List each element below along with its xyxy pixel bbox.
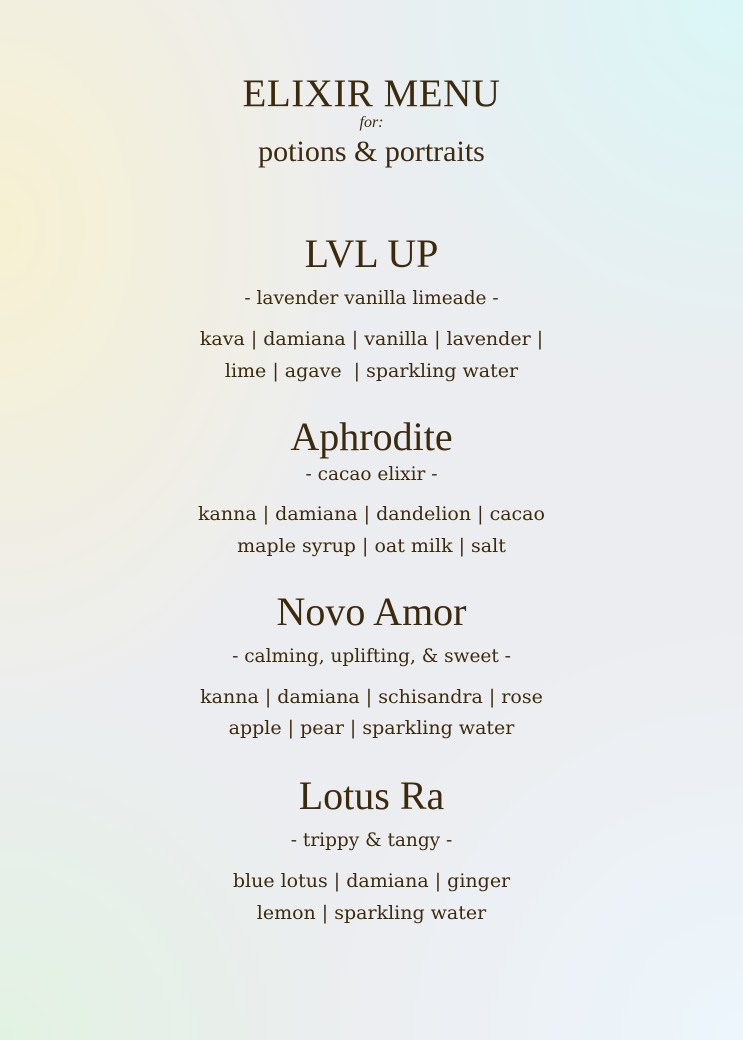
menu-subtitle: potions & portraits	[258, 135, 485, 168]
drink-ingredients-line1-lvl-up: kava | damiana | vanilla | lavender |	[199, 328, 544, 350]
drink-ingredients-line2-lotus-ra: lemon | sparkling water	[256, 902, 487, 924]
drink-name-lvl-up: LVL UP	[304, 231, 439, 276]
drink-ingredients-line1-aphrodite: kanna | damiana | dandelion | cacao	[198, 503, 545, 525]
drink-ingredients-line2-aphrodite: maple syrup | oat milk | salt	[237, 535, 506, 557]
menu-for-label: for:	[359, 114, 384, 131]
drink-description-novo-amor: - calming, uplifting, & sweet -	[232, 646, 511, 667]
drink-name-novo-amor: Novo Amor	[276, 589, 467, 634]
menu-title: ELIXIR MENU	[242, 72, 501, 115]
drink-ingredients-line2-lvl-up: lime | agave | sparkling water	[224, 360, 519, 382]
drink-description-lvl-up: - lavender vanilla limeade -	[244, 288, 499, 309]
drink-ingredients-line1-novo-amor: kanna | damiana | schisandra | rose	[200, 686, 543, 708]
drink-description-lotus-ra: - trippy & tangy -	[290, 830, 453, 851]
drink-ingredients-line1-lotus-ra: blue lotus | damiana | ginger	[232, 870, 511, 892]
drink-description-aphrodite: - cacao elixir -	[305, 464, 438, 485]
drink-name-aphrodite: Aphrodite	[290, 414, 453, 459]
drink-name-lotus-ra: Lotus Ra	[298, 773, 445, 818]
drink-ingredients-line2-novo-amor: apple | pear | sparkling water	[228, 717, 515, 739]
